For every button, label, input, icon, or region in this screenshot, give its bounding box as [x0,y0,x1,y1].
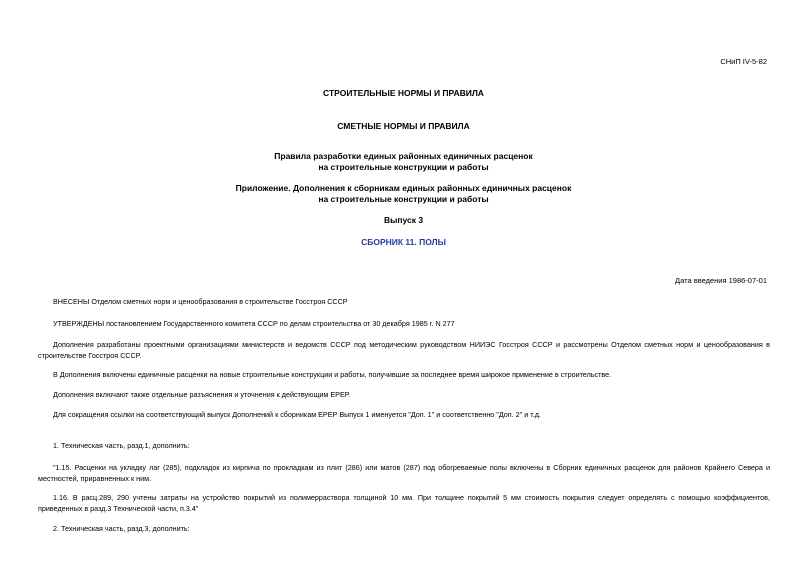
paragraph-approved-by: УТВЕРЖДЕНЫ постановлением Государственного комитета СССР по делам строительства от 30 декабря 1985 г. N 277 [53,319,455,328]
heading-estimate-norms: СМЕТНЫЕ НОРМЫ И ПРАВИЛА [337,121,470,131]
paragraph-included-rates: В Дополнения включены единичные расценки на новые строительные конструкции и работы, получившие за последнее время широкое применение в строительстве. [53,370,612,379]
heading-building-norms: СТРОИТЕЛЬНЫЕ НОРМЫ И ПРАВИЛА [323,88,484,98]
paragraph-item-1-16: 1.16. В расц.289, 290 учтены затраты на устройство покрытий из полимерраствора толщиной 10 мм. При толщине покрытий 5 мм стоимость покрытия следует определять с помощью коэффициентов, приведенных в разд.3 Технической части, п.3.4" [38,493,770,513]
heading-appendix-line2: на строительные конструкции и работы [318,194,489,204]
document-code: СНиП IV-5-82 [720,57,767,66]
paragraph-abbreviations: Для сокращения ссылки на соответствующий выпуск Дополнений к сборникам ЕРЕР Выпуск 1 именуется "Доп. 1" и соответственно "Доп. 2" и т.д. [53,410,541,419]
paragraph-developed-by: Дополнения разработаны проектными организациями министерств и ведомств СССР под методическим руководством НИИЭС Госстроя СССР и рассмотрены Отделом сметных норм и ценообразования в строительстве Госстроя СССР. [38,340,770,360]
issue-number: Выпуск 3 [383,215,424,225]
heading-rules-line1: Правила разработки единых районных единичных расценок [274,151,533,161]
paragraph-section1-amend: 1. Техническая часть, разд.1, дополнить: [53,441,190,450]
collection-title: СБОРНИК 11. ПОЛЫ [361,237,446,247]
heading-appendix-line1: Приложение. Дополнения к сборникам единых районных единичных расценок [235,183,572,193]
paragraph-item-1-15: "1.15. Расценки на укладку лаг (285), подкладок из кирпича по прокладкам из плит (286) или матов (287) под обогреваемые полы включены в Сборник единичных расценок для районов Крайнего Севера и местностей, приравненных к ним. [38,463,770,483]
heading-rules-line2: на строительные конструкции и работы [318,162,489,172]
paragraph-section3-amend: 2. Техническая часть, разд.3, дополнить: [53,524,190,533]
paragraph-introduced-by: ВНЕСЕНЫ Отделом сметных норм и ценообразования в строительстве Госстроя СССР [53,297,348,306]
effective-date: Дата введения 1986-07-01 [675,276,767,285]
paragraph-clarifications: Дополнения включают также отдельные разъяснения и уточнения к действующим ЕРЕР. [53,390,351,399]
